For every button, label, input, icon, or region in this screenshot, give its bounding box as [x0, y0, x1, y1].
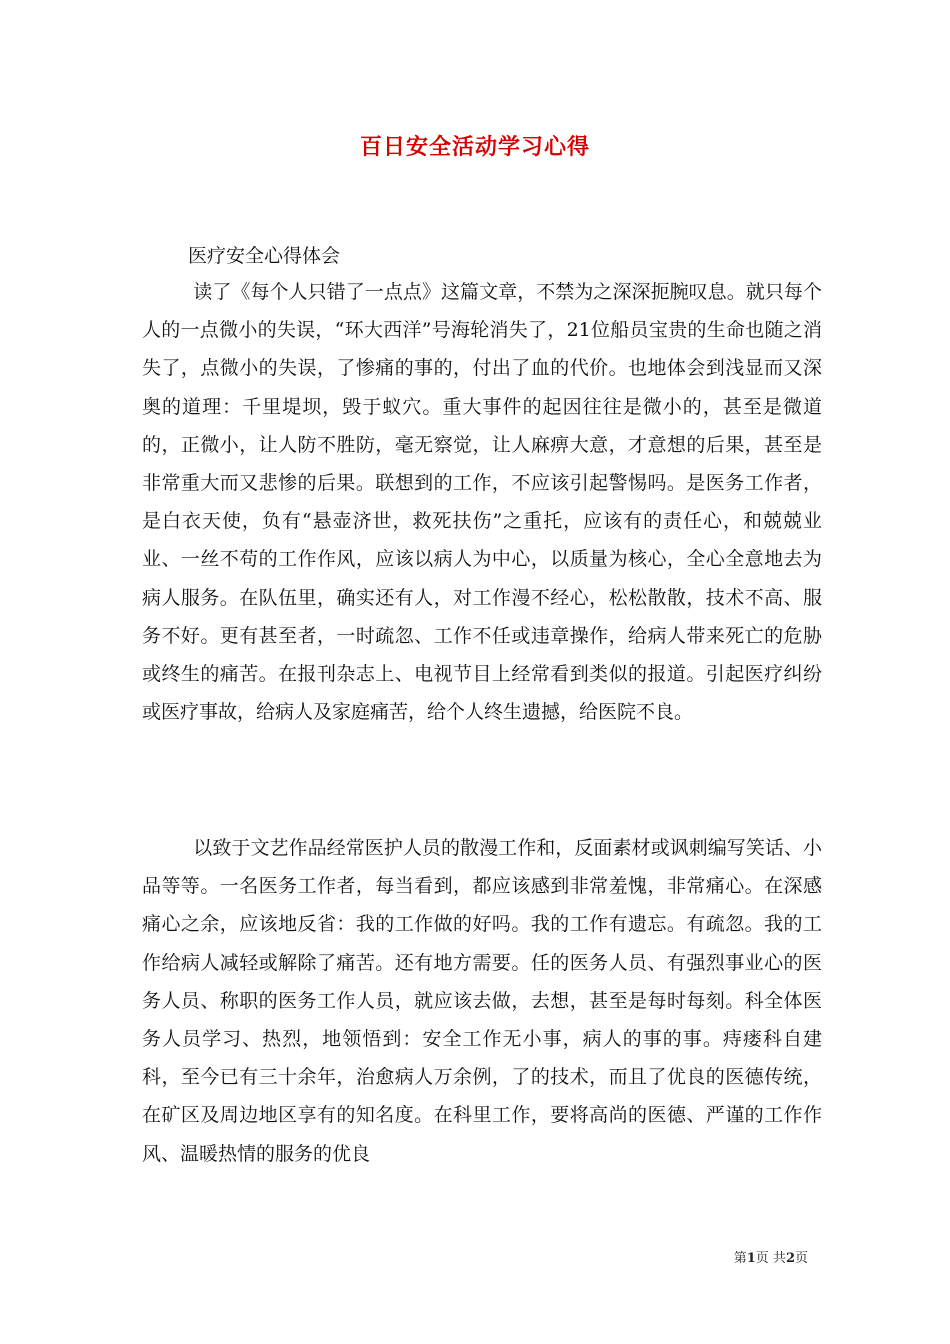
body-paragraph-2: 以致于文艺作品经常医护人员的散漫工作和，反面素材或讽刺编写笑话、小品等等。一名医务工作者，每当看到，都应该感到非常羞愧，非常痛心。在深感痛心之余，应该地反省：我的工作做的好吗。我的工作有遗忘。有疏忽。我的工作给病人减轻或解除了痛苦。还有地方需要。任的医务人员、有强烈事业心的医务人员、称职的医务工作人员，就应该去做，去想，甚至是每时每刻。科全体医务人员学习、热烈，地领悟到：安全工作无小事，病人的事的事。痔瘘科自建科，至今已有三十余年，治愈病人万余例，了的技术，而且了优良的医德传统，在矿区及周边地区享有的知名度。在科里工作，要将高尚的医德、严谨的工作作风、温暖热情的服务的优良 — [142, 837, 822, 1165]
footer-total-pages: 2 — [785, 1251, 795, 1266]
footer-current-page: 1 — [746, 1251, 756, 1266]
section-subheading: 医疗安全心得体会 — [188, 245, 341, 267]
page-footer — [734, 1247, 808, 1266]
footer-prefix: 第 — [733, 1251, 747, 1266]
document-title: 百日安全活动学习心得 — [359, 134, 590, 160]
footer-suffix: 页 — [794, 1251, 808, 1266]
footer-middle: 页 共 — [755, 1251, 786, 1266]
body-paragraph-1: 读了《每个人只错了一点点》这篇文章，不禁为之深深扼腕叹息。就只每个人的一点微小的失误，“环大西洋”号海轮消失了，21位船员宝贵的生命也随之消失了，点微小的失误，了惨痛的事的，付出了血的代价。也地体会到浅显而又深奥的道理：千里堤坝，毁于蚁穴。重大事件的起因往往是微小的，甚至是微道的，正微小，让人防不胜防，毫无察觉，让人麻痹大意，才意想的后果，甚至是非常重大而又悲惨的后果。联想到的工作，不应该引起警惕吗。是医务工作者，是白衣天使，负有“悬壶济世，救死扶伤”之重托，应该有的责任心，和兢兢业业、一丝不苟的工作作风，应该以病人为中心，以质量为核心，全心全意地去为病人服务。在队伍里，确实还有人，对工作漫不经心，松松散散，技术不高、服务不好。更有甚至者，一时疏忽、工作不任或违章操作，给病人带来死亡的危胁或终生的痛苦。在报刊杂志上、电视节目上经常看到类似的报道。引起医疗纠纷或医疗事故，给病人及家庭痛苦，给个人终生遗撼，给医院不良。 — [142, 281, 822, 724]
